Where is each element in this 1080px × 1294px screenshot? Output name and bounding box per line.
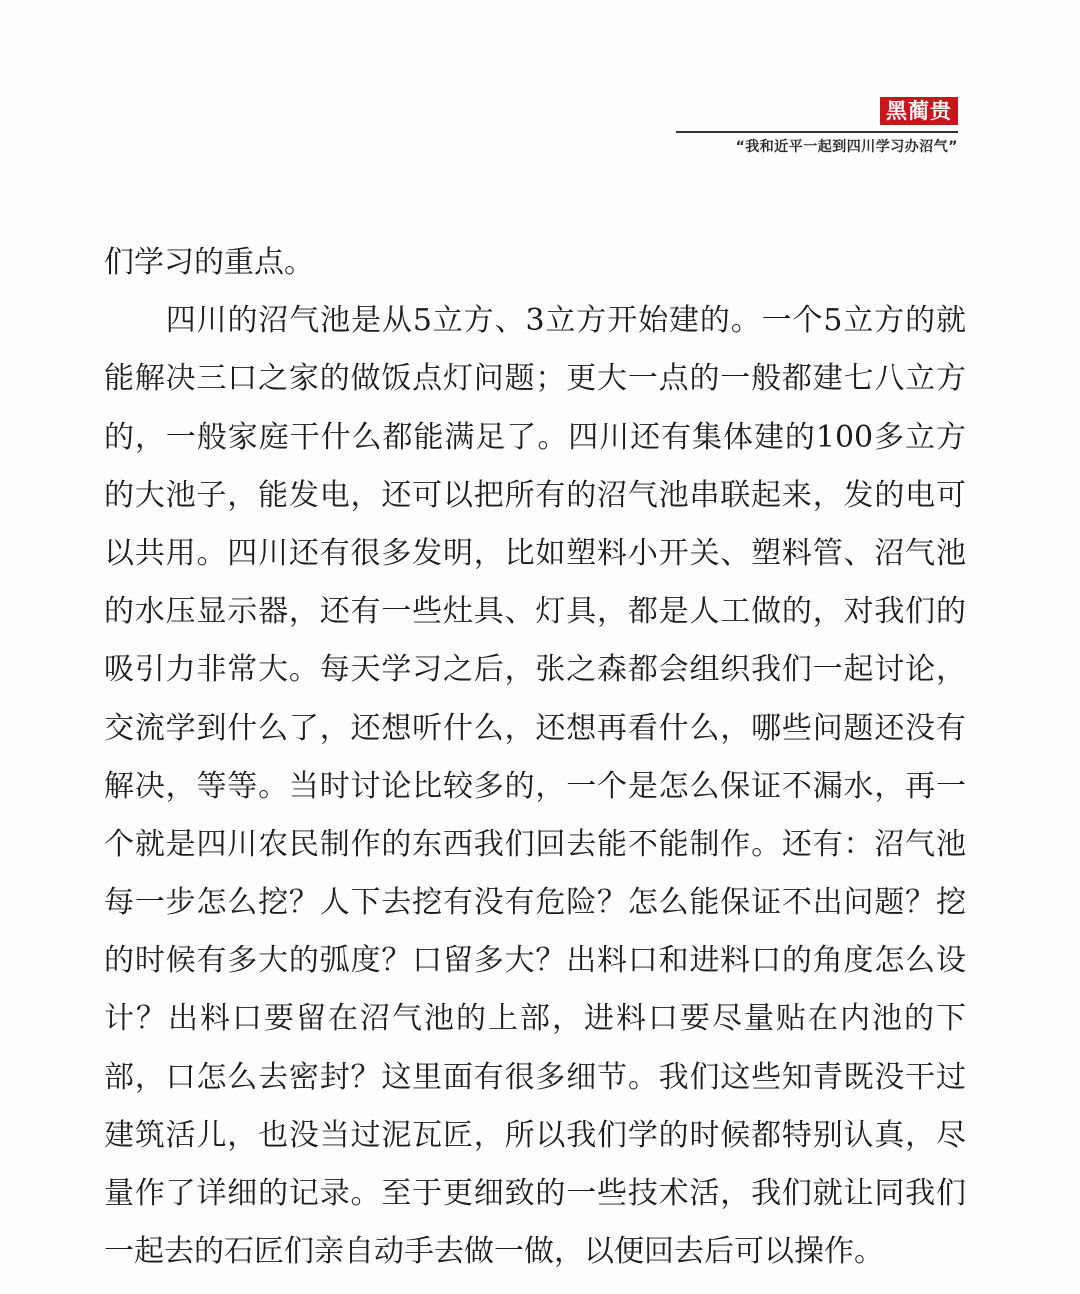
text-line: 们学习的重点。: [104, 245, 314, 280]
text-line: 的水压显示器，还有一些灶具、灯具，都是人工做的，对我们的: [104, 594, 966, 630]
text-line: 建筑活儿，也没当过泥瓦匠，所以我们学的时候都特别认真，尽: [104, 1117, 966, 1153]
text-line: 的大池子，能发电，还可以把所有的沼气池串联起来，发的电可: [104, 477, 966, 513]
author-badge: 黑蔺贵: [880, 97, 958, 125]
text-line: 解决，等等。当时讨论比较多的，一个是怎么保证不漏水，再一: [104, 768, 966, 804]
header-divider: [676, 131, 958, 133]
text-line: 交流学到什么了，还想听什么，还想再看什么，哪些问题还没有: [104, 710, 966, 746]
body-text: [104, 234, 966, 1281]
text-line: 个就是四川农民制作的东西我们回去能不能制作。还有：沼气池: [104, 826, 966, 862]
text-line: 的时候有多大的弧度？口留多大？出料口和进料口的角度怎么设: [104, 943, 966, 979]
text-line: 以共用。四川还有很多发明，比如塑料小开关、塑料管、沼气池: [104, 535, 966, 571]
text-line: 四川的沼气池是从5立方、3立方开始建的。一个5立方的就: [104, 303, 966, 339]
text-line: 部，口怎么去密封？这里面有很多细节。我们这些知青既没干过: [104, 1059, 966, 1095]
text-line: 计？出料口要留在沼气池的上部，进料口要尽量贴在内池的下: [104, 1001, 966, 1037]
text-line: 每一步怎么挖？人下去挖有没有危险？怎么能保证不出问题？挖: [104, 885, 966, 921]
running-header-title: “我和近平一起到四川学习办沼气”: [735, 139, 958, 155]
text-line: 一起去的石匠们亲自动手去做一做，以便回去后可以操作。: [104, 1234, 884, 1270]
text-line: 能解决三口之家的做饭点灯问题；更大一点的一般都建七八立方: [104, 361, 966, 397]
text-line: 吸引力非常大。每天学习之后，张之森都会组织我们一起讨论，: [104, 652, 966, 688]
text-line: 的，一般家庭干什么都能满足了。四川还有集体建的100多立方: [104, 419, 966, 455]
text-line: 量作了详细的记录。至于更细致的一些技术活，我们就让同我们: [104, 1176, 966, 1211]
